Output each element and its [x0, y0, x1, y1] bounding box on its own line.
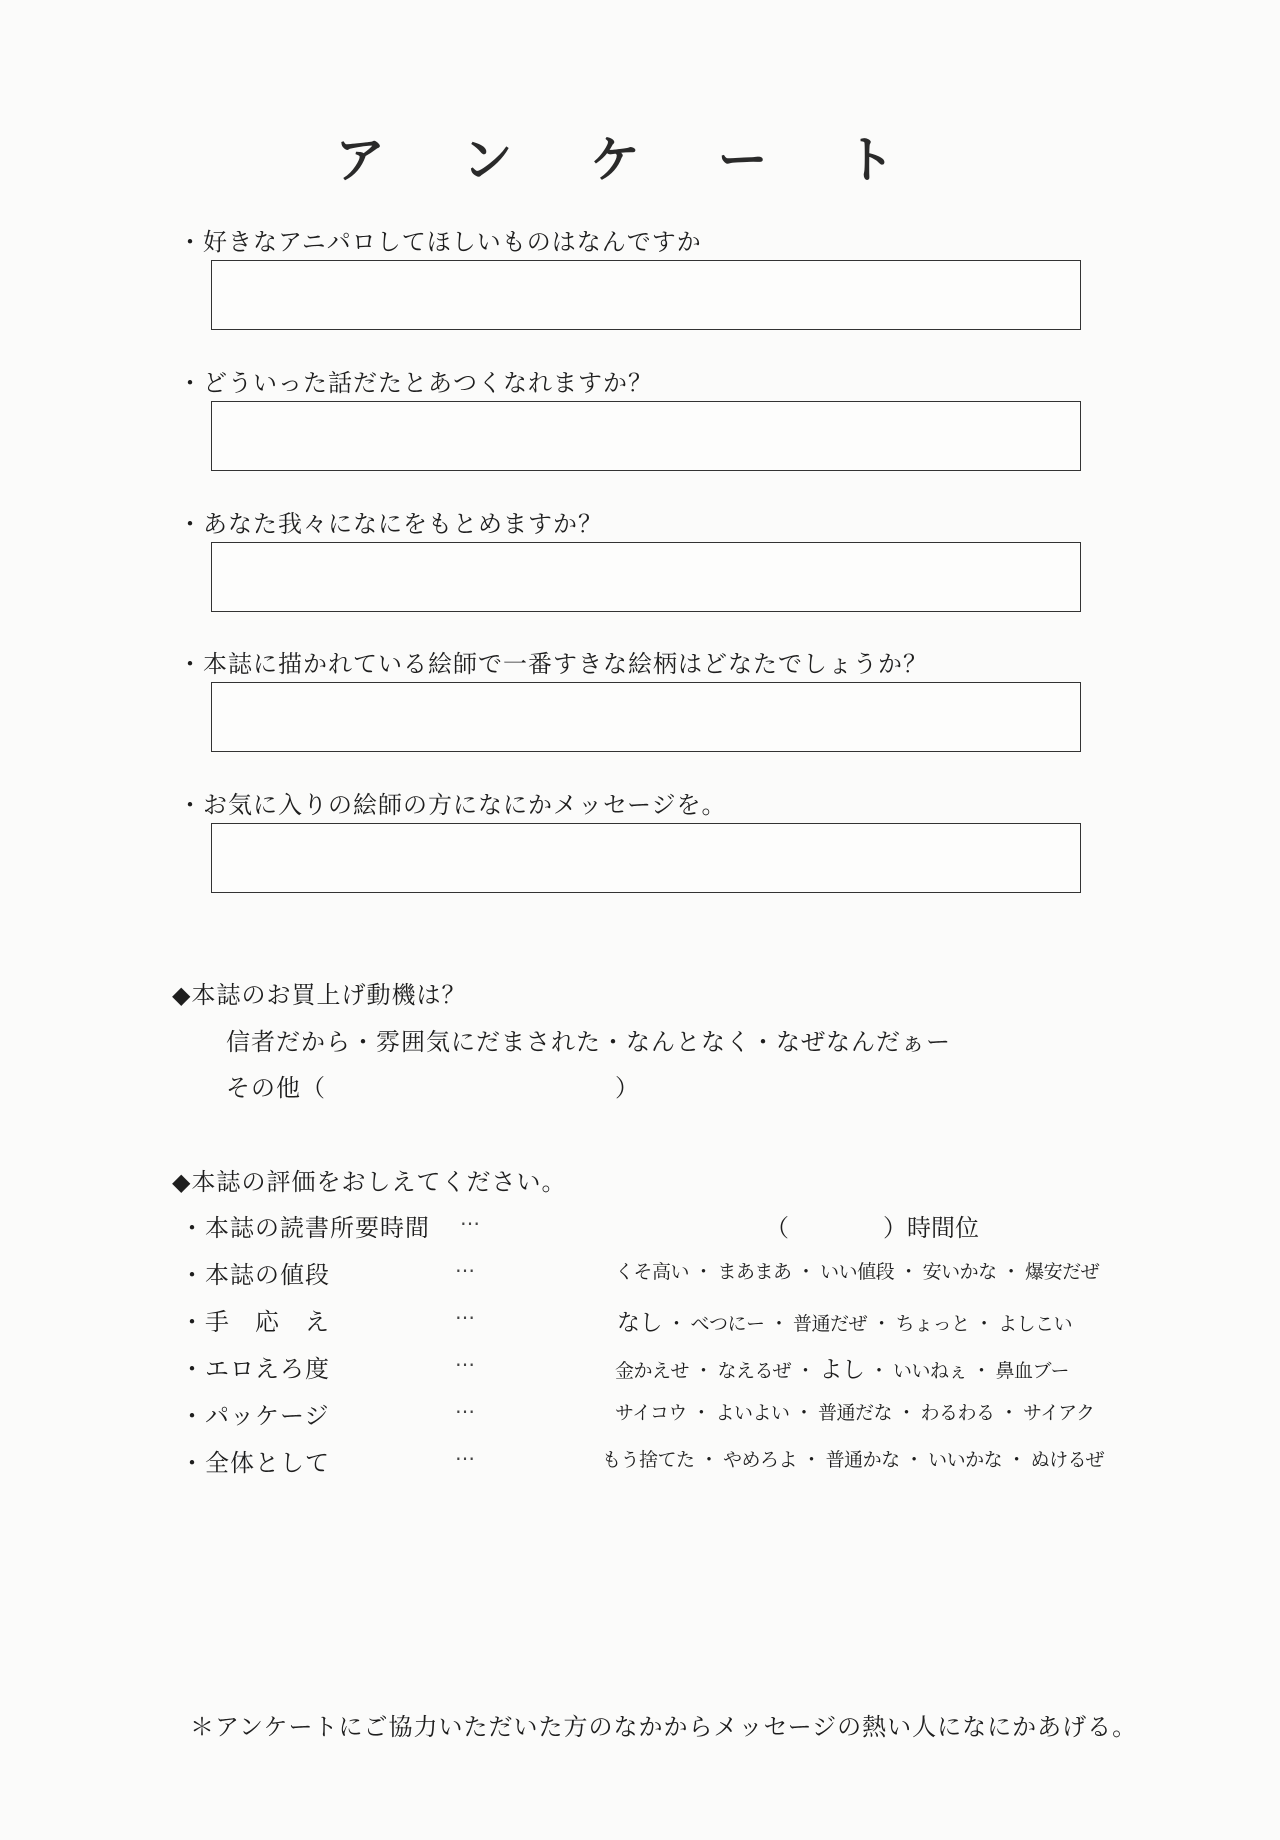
- separator: ・: [351, 1028, 376, 1056]
- eval-option[interactable]: べつにー: [690, 1313, 765, 1335]
- eval-option[interactable]: いいねぇ: [893, 1360, 968, 1382]
- eval-label: ・パッケージ: [180, 1402, 330, 1430]
- motive-other-close: ）: [615, 1074, 640, 1102]
- eval-option[interactable]: もう捨てた: [602, 1449, 695, 1471]
- title-char: ン: [462, 131, 513, 189]
- eval-label: ・エロえろ度: [180, 1355, 330, 1383]
- leader-dots: …: [455, 1253, 475, 1277]
- motive-option[interactable]: なぜなんだぁー: [776, 1028, 951, 1056]
- eval-option[interactable]: やめろよ: [723, 1449, 798, 1471]
- eval-option[interactable]: サイコウ: [615, 1402, 687, 1424]
- eval-option[interactable]: いいかな: [928, 1449, 1003, 1471]
- evaluation-heading: ◆本誌の評価をおしえてください。: [172, 1168, 567, 1196]
- eval-label: ・手 応 え: [180, 1308, 330, 1336]
- eval-option[interactable]: くそ高い: [615, 1261, 690, 1283]
- eval-option[interactable]: なえるぜ: [717, 1360, 791, 1382]
- eval-option[interactable]: まあまあ: [717, 1261, 792, 1283]
- leader-dots: …: [455, 1441, 475, 1465]
- motive-option[interactable]: 信者だから: [226, 1028, 351, 1056]
- leader-dots: …: [455, 1347, 475, 1371]
- separator: ・: [1001, 1261, 1021, 1283]
- motive-other-input[interactable]: [326, 1075, 615, 1103]
- eval-option[interactable]: 普通かな: [825, 1449, 900, 1471]
- eval-option[interactable]: ちょっと: [895, 1313, 970, 1335]
- leader-dots: …: [455, 1394, 475, 1418]
- motive-options: [226, 1022, 951, 1057]
- separator: ・: [691, 1402, 711, 1424]
- separator: ・: [899, 1261, 918, 1283]
- question-5-answer-box[interactable]: [211, 823, 1081, 893]
- separator: ・: [699, 1449, 719, 1471]
- motive-option[interactable]: 雰囲気にだまされた: [376, 1028, 601, 1056]
- paren-close-unit: ）時間位: [883, 1214, 979, 1242]
- footnote: ＊アンケートにご協力いただいた方のなかからメッセージの熱い人になにかあげる。: [190, 1713, 1138, 1741]
- eval-option[interactable]: よし: [819, 1357, 865, 1383]
- eval-option[interactable]: いい値段: [820, 1261, 895, 1283]
- separator: ・: [794, 1402, 813, 1424]
- eval-option[interactable]: ぬけるぜ: [1030, 1449, 1105, 1471]
- separator: ・: [904, 1449, 924, 1471]
- title-char: ア: [335, 131, 385, 189]
- eval-option[interactable]: 爆安だぜ: [1025, 1261, 1100, 1283]
- page-title: [330, 120, 900, 192]
- eval-option[interactable]: 普通だな: [817, 1402, 892, 1424]
- separator: ・: [694, 1360, 713, 1382]
- question-3-label: ・あなた我々になにをもとめますか？: [178, 510, 603, 538]
- separator: ・: [601, 1028, 626, 1056]
- separator: ・: [1007, 1449, 1026, 1471]
- question-1-label: ・好きなアニパロしてほしいものはなんですか: [178, 228, 702, 256]
- eval-option[interactable]: 普通だぜ: [793, 1313, 868, 1335]
- separator: ・: [802, 1449, 821, 1471]
- eval-option[interactable]: よいよい: [715, 1402, 790, 1424]
- separator: ・: [667, 1313, 686, 1335]
- separator: ・: [999, 1402, 1019, 1424]
- eval-label: ・本誌の値段: [180, 1261, 330, 1289]
- eval-option[interactable]: 安いかな: [922, 1261, 997, 1283]
- separator: ・: [796, 1261, 816, 1283]
- eval-option[interactable]: なし: [617, 1310, 662, 1336]
- eval-option[interactable]: サイアク: [1023, 1402, 1095, 1424]
- leader-dots: …: [460, 1206, 480, 1230]
- paren-open: （: [765, 1214, 789, 1242]
- title-char: ト: [845, 131, 895, 189]
- eval-option[interactable]: 鼻血ブー: [995, 1360, 1069, 1382]
- question-1-answer-box[interactable]: [211, 260, 1081, 330]
- separator: ・: [869, 1360, 888, 1382]
- title-char: ケ: [590, 131, 640, 189]
- eval-option[interactable]: よしこい: [998, 1313, 1073, 1335]
- motive-option[interactable]: なんとなく: [626, 1028, 751, 1056]
- separator: ・: [751, 1028, 776, 1056]
- question-2-label: ・どういった話だたとあつくなれますか？: [178, 369, 653, 397]
- question-2-answer-box[interactable]: [211, 401, 1081, 471]
- motive-heading: ◆本誌のお買上げ動機は？: [172, 981, 467, 1009]
- motive-other-row: [226, 1068, 640, 1103]
- eval-option[interactable]: 金かえせ: [615, 1360, 690, 1382]
- question-5-label: ・お気に入りの絵師の方になにかメッセージを。: [178, 791, 727, 819]
- motive-other-label: その他（: [226, 1074, 326, 1102]
- separator: ・: [769, 1313, 789, 1335]
- eval-option[interactable]: わるわる: [920, 1402, 995, 1424]
- separator: ・: [896, 1402, 916, 1424]
- separator: ・: [694, 1261, 713, 1283]
- reading-time-field: [765, 1208, 979, 1245]
- separator: ・: [872, 1313, 891, 1335]
- separator: ・: [974, 1313, 994, 1335]
- title-char: ー: [717, 131, 768, 189]
- question-4-answer-box[interactable]: [211, 682, 1081, 752]
- separator: ・: [795, 1360, 815, 1382]
- reading-time-label: ・本誌の読書所要時間: [180, 1214, 430, 1242]
- leader-dots: …: [455, 1300, 475, 1324]
- eval-label: ・全体として: [180, 1449, 330, 1477]
- question-4-label: ・本誌に描かれている絵師で一番すきな絵柄はどなたでしょうか？: [178, 650, 928, 678]
- question-3-answer-box[interactable]: [211, 542, 1081, 612]
- reading-time-input[interactable]: [789, 1219, 883, 1245]
- separator: ・: [972, 1360, 991, 1382]
